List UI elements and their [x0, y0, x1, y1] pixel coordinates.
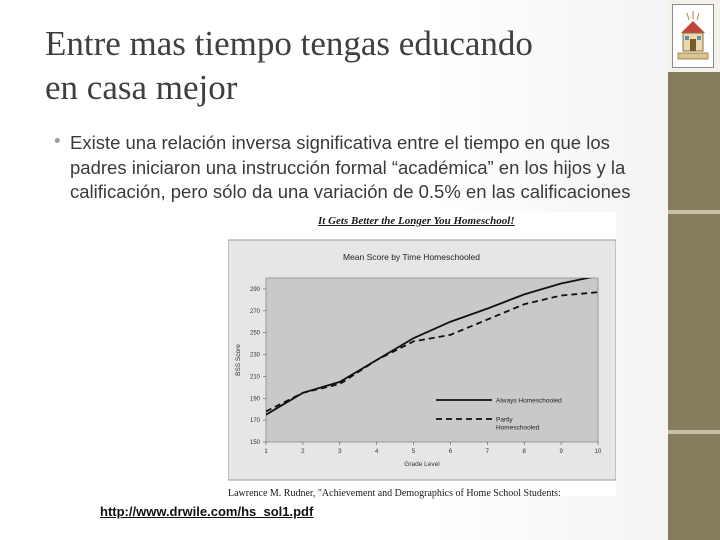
x-tick-label: 7	[485, 449, 490, 455]
sidebar-stripe	[668, 430, 720, 434]
y-tick-label: 230	[249, 352, 260, 359]
slide-title-line-2: en casa mejor	[45, 68, 238, 107]
figure-caption: Lawrence M. Rudner, "Achievement and Demographics of Home School Students:	[228, 488, 561, 499]
chart-figure-image	[228, 212, 616, 499]
figure-title: It Gets Better the Longer You Homeschool!	[318, 215, 515, 227]
bullet-dot-icon: •	[52, 131, 63, 152]
decorative-sidebar	[668, 0, 720, 540]
x-tick-label: 1	[264, 449, 268, 455]
y-axis-label: BSS Score	[235, 344, 242, 376]
x-axis-label: Grade Level	[404, 461, 440, 468]
bullet-text: Existe una relación inversa significativa entre el tiempo en que los padres iniciaron una instrucción formal “académica” en los hijos y la calificación, pero sólo da una variación de 0.5% en las calificaciones	[70, 132, 631, 202]
y-tick-label: 250	[249, 330, 260, 337]
source-link[interactable]: http://www.drwile.com/hs_sol1.pdf	[100, 504, 314, 519]
y-tick-label: 210	[249, 374, 260, 381]
line-chart	[228, 230, 616, 500]
x-tick-label: 6	[448, 449, 453, 455]
legend-label-1: Always Homeschooled	[496, 397, 562, 405]
chart-title: Mean Score by Time Homeschooled	[343, 252, 481, 262]
x-tick-label: 10	[594, 449, 602, 455]
y-tick-label: 270	[249, 308, 260, 315]
bullet-point	[52, 131, 647, 205]
y-tick-label: 190	[249, 396, 260, 403]
y-tick-label: 170	[249, 418, 260, 425]
x-tick-label: 5	[411, 449, 416, 455]
sidebar-stripe	[668, 210, 720, 214]
legend-label-2: Partly Homeschooled	[496, 416, 540, 432]
x-tick-label: 3	[338, 449, 342, 455]
y-tick-label: 150	[249, 440, 260, 446]
slide-title	[45, 22, 655, 110]
x-tick-label: 4	[374, 449, 379, 455]
plot-area	[266, 278, 598, 442]
y-tick-label: 290	[249, 286, 260, 293]
x-tick-label: 2	[301, 449, 305, 455]
slide-title-line-1: Entre mas tiempo tengas educando	[45, 24, 533, 63]
school-crest-logo-icon	[672, 4, 714, 68]
x-tick-label: 9	[559, 449, 563, 455]
x-tick-label: 8	[522, 449, 526, 455]
